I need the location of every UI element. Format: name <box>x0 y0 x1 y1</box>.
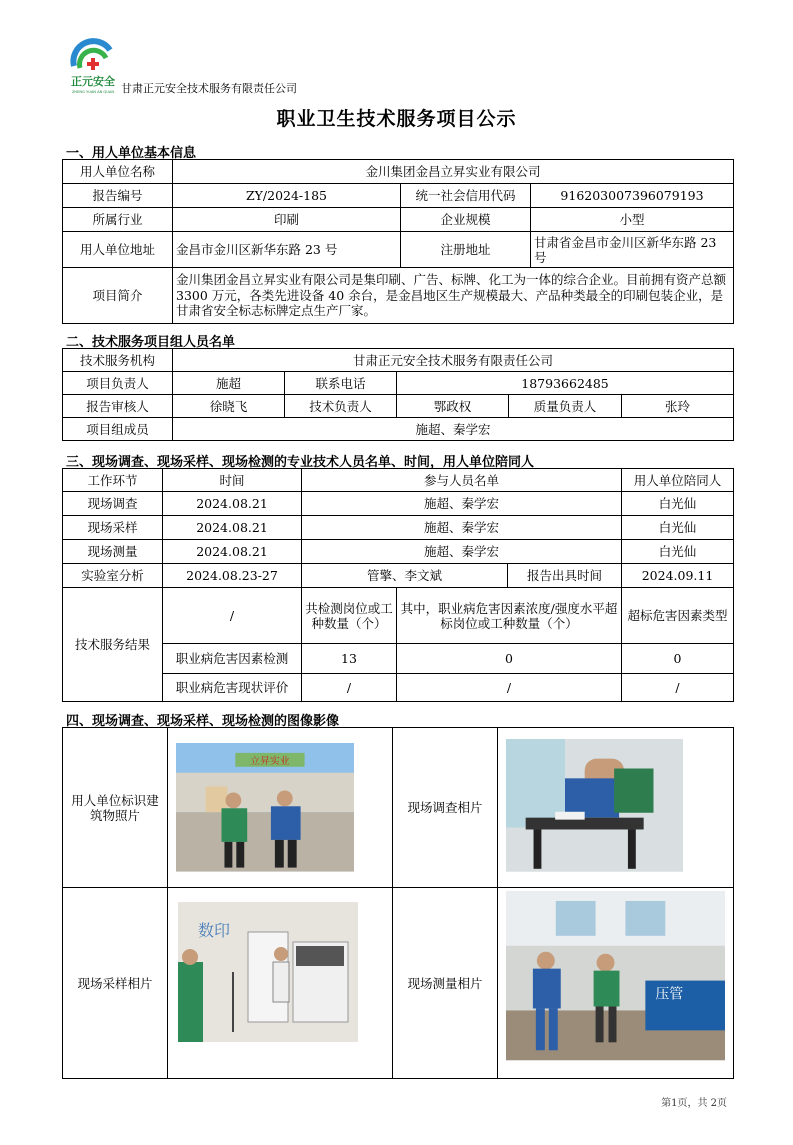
credit-code-label: 统一社会信用代码 <box>401 184 531 208</box>
result-h1: 共检测岗位或工种数量（个） <box>302 588 397 644</box>
svg-text:立昇实业: 立昇实业 <box>250 755 290 767</box>
photo2-label: 现场调查相片 <box>393 728 498 888</box>
leader: 施超 <box>173 372 285 395</box>
credit-code: 916203007396079193 <box>531 184 734 208</box>
svg-text:数印: 数印 <box>198 921 231 940</box>
photo3-cell <box>168 888 393 1079</box>
section2-heading: 二、技术服务项目组人员名单 <box>66 335 236 350</box>
building-photo <box>176 743 354 872</box>
org-name: 甘肃正元安全技术服务有限责任公司 <box>173 349 734 372</box>
survey-photo <box>506 739 683 872</box>
table-row <box>63 492 734 516</box>
lab-time: 2024.08.23-27 <box>163 564 302 588</box>
row-people: 施超、秦学宏 <box>302 540 622 564</box>
address-label: 用人单位地址 <box>63 232 173 268</box>
row-time: 2024.08.21 <box>163 492 302 516</box>
col-escort: 用人单位陪同人 <box>622 469 734 492</box>
reviewer: 徐晓飞 <box>173 395 285 418</box>
quality-lead: 张玲 <box>622 395 734 418</box>
report-date: 2024.09.11 <box>622 564 734 588</box>
row-time: 2024.08.21 <box>163 516 302 540</box>
quality-lead-label: 质量负责人 <box>509 395 622 418</box>
company-name: 甘肃正元安全技术服务有限责任公司 <box>121 82 297 95</box>
section3-heading: 三、现场调查、现场采样、现场检测的专业技术人员名单、时间，用人单位陪同人 <box>66 455 535 470</box>
row-step: 现场调查 <box>63 492 163 516</box>
team-table <box>62 348 734 441</box>
unit-name: 金川集团金昌立昇实业有限公司 <box>173 160 734 184</box>
svg-text:ZHENG YUAN AN QUAN: ZHENG YUAN AN QUAN <box>71 90 115 94</box>
row-time: 2024.08.21 <box>163 540 302 564</box>
eval-v2: / <box>397 674 622 702</box>
det-v3: 0 <box>622 644 734 674</box>
section1-heading: 一、用人单位基本信息 <box>66 146 197 161</box>
scale: 小型 <box>531 208 734 232</box>
photo1-label: 用人单位标识建筑物照片 <box>63 728 168 888</box>
lab-people: 管擎、李文斌 <box>302 564 508 588</box>
report-no: ZY/2024-185 <box>173 184 401 208</box>
measurement-photo <box>506 891 725 1060</box>
page-title: 职业卫生技术服务项目公示 <box>276 108 517 130</box>
photo2-cell <box>498 728 734 888</box>
table-row <box>63 540 734 564</box>
row-step: 现场采样 <box>63 516 163 540</box>
phone-label: 联系电话 <box>285 372 397 395</box>
eval-label: 职业病危害现状评价 <box>163 674 302 702</box>
industry: 印刷 <box>173 208 401 232</box>
members-label: 项目组成员 <box>63 418 173 441</box>
result-h3: 超标危害因素类型 <box>622 588 734 644</box>
col-people: 参与人员名单 <box>302 469 622 492</box>
reg-address-label: 注册地址 <box>401 232 531 268</box>
industry-label: 所属行业 <box>63 208 173 232</box>
tech-lead: 鄂政权 <box>397 395 509 418</box>
company-logo <box>66 38 122 96</box>
photo1-cell <box>168 728 393 888</box>
members: 施超、秦学宏 <box>173 418 734 441</box>
row-escort: 白光仙 <box>622 492 734 516</box>
basic-info-table <box>62 159 734 324</box>
org-label: 技术服务机构 <box>63 349 173 372</box>
row-escort: 白光仙 <box>622 516 734 540</box>
report-date-label: 报告出具时间 <box>508 564 622 588</box>
col-time: 时间 <box>163 469 302 492</box>
leader-label: 项目负责人 <box>63 372 173 395</box>
report-no-label: 报告编号 <box>63 184 173 208</box>
phone: 18793662485 <box>397 372 734 395</box>
scale-label: 企业规模 <box>401 208 531 232</box>
section4-heading: 四、现场调查、现场采样、现场检测的图像影像 <box>66 714 340 729</box>
table-row <box>63 516 734 540</box>
photo4-label: 现场测量相片 <box>393 888 498 1079</box>
svg-text:压管: 压管 <box>655 986 684 1003</box>
det-v2: 0 <box>397 644 622 674</box>
eval-v3: / <box>622 674 734 702</box>
lab-label: 实验室分析 <box>63 564 163 588</box>
row-step: 现场测量 <box>63 540 163 564</box>
result-h0: / <box>163 588 302 644</box>
unit-name-label: 用人单位名称 <box>63 160 173 184</box>
photo-table <box>62 727 734 1079</box>
photo3-label: 现场采样相片 <box>63 888 168 1079</box>
result-label: 技术服务结果 <box>63 588 163 702</box>
det-v1: 13 <box>302 644 397 674</box>
row-people: 施超、秦学宏 <box>302 492 622 516</box>
photo4-cell <box>498 888 734 1079</box>
row-escort: 白光仙 <box>622 540 734 564</box>
intro-label: 项目简介 <box>63 268 173 324</box>
onsite-table <box>62 468 734 702</box>
tech-lead-label: 技术负责人 <box>285 395 397 418</box>
det-label: 职业病危害因素检测 <box>163 644 302 674</box>
svg-text:正元安全: 正元安全 <box>71 75 115 88</box>
address: 金昌市金川区新华东路 23 号 <box>173 232 401 268</box>
reg-address: 甘肃省金昌市金川区新华东路 23 号 <box>531 232 734 268</box>
eval-v1: / <box>302 674 397 702</box>
reviewer-label: 报告审核人 <box>63 395 173 418</box>
col-step: 工作环节 <box>63 469 163 492</box>
row-people: 施超、秦学宏 <box>302 516 622 540</box>
sampling-photo <box>178 902 358 1042</box>
result-h2: 其中，职业病危害因素浓度/强度水平超标岗位或工种数量（个） <box>397 588 622 644</box>
intro-text: 金川集团金昌立昇实业有限公司是集印刷、广告、标牌、化工为一体的综合企业。目前拥有资产总额 3300 万元，各类先进设备 40 余台，是金昌地区生产规模最大、产品种类最全的印刷包装企业，是甘肃省安全标志标牌定点生产厂家。 <box>173 268 734 324</box>
page-footer: 第1页，共 2页 <box>661 1098 727 1109</box>
